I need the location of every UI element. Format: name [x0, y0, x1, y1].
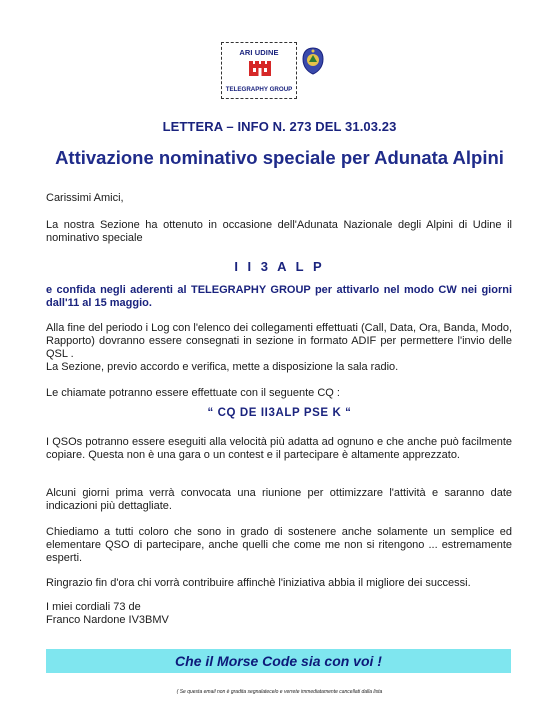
- thanks-paragraph: Ringrazio fin d'ora chi vorrà contribuire affinchè l'iniziativa abbia il migliore dei successi.: [46, 577, 471, 589]
- qso-paragraph: I QSOs potranno essere eseguiti alla velocità più adatta ad ognuno e che anche può facilmente copiare. Questa non è una gara o un contest e il partecipare è altamente apprezzato.: [46, 436, 512, 461]
- meeting-paragraph: Alcuni giorni prima verrà convocata una riunione per ottimizzare l'attività e saranno date indicazioni più dettagliate.: [46, 487, 512, 512]
- ari-udine-logo: [221, 42, 297, 99]
- log-paragraph: Alla fine del periodo i Log con l'elenco dei collegamenti effettuati (Call, Data, Ora, Banda, Modo, Rapporto) dovranno essere consegnati in sezione in formato ADIF per permettere l'invio delle QSL .: [46, 322, 513, 360]
- signoff-line-2: Franco Nardone IV3BMV: [46, 614, 169, 626]
- greeting-text: Carissimi Amici,: [46, 192, 124, 204]
- cq-intro-text: Le chiamate potranno essere effettuate con il seguente CQ :: [46, 387, 340, 399]
- page-title: Attivazione nominativo speciale per Adunata Alpini: [55, 147, 504, 168]
- alpini-badge-icon: [302, 47, 324, 75]
- morse-code-banner: [46, 649, 511, 673]
- logo-bottom-text: TELEGRAPHY GROUP: [225, 86, 293, 93]
- lettera-heading: LETTERA – INFO N. 273 DEL 31.03.23: [162, 119, 397, 134]
- unsubscribe-note: ( Se questa email non è gradita segnalatecelo e verrete immediatamente cancellati dalla lista: [176, 689, 383, 695]
- telegraphy-group-paragraph: e confida negli aderenti al TELEGRAPHY GROUP per attivarlo nel modo CW nei giorni dall'11 al 15 maggio.: [46, 284, 512, 309]
- banner-text: Che il Morse Code sia con voi !: [175, 653, 382, 669]
- sezione-paragraph: La Sezione, previo accordo e verifica, mette a disposizione la sala radio.: [46, 361, 399, 373]
- castle-emblem-icon: [248, 59, 272, 77]
- intro-paragraph: La nostra Sezione ha ottenuto in occasione dell'Adunata Nazionale degli Alpini di Udine il nominativo speciale: [46, 219, 512, 244]
- cq-call-text: “ CQ DE II3ALP PSE K “: [207, 407, 352, 419]
- signoff-line-1: I miei cordiali 73 de: [46, 601, 141, 613]
- callsign-heading: I I 3 A L P: [234, 259, 325, 274]
- logo-top-text: ARI UDINE: [239, 48, 279, 57]
- ask-paragraph: Chiediamo a tutti coloro che sono in grado di sostenere anche solamente un semplice ed elementare QSO di partecipare, anche quelli che come me non si ritengono ... estremamente esperti.: [46, 526, 512, 564]
